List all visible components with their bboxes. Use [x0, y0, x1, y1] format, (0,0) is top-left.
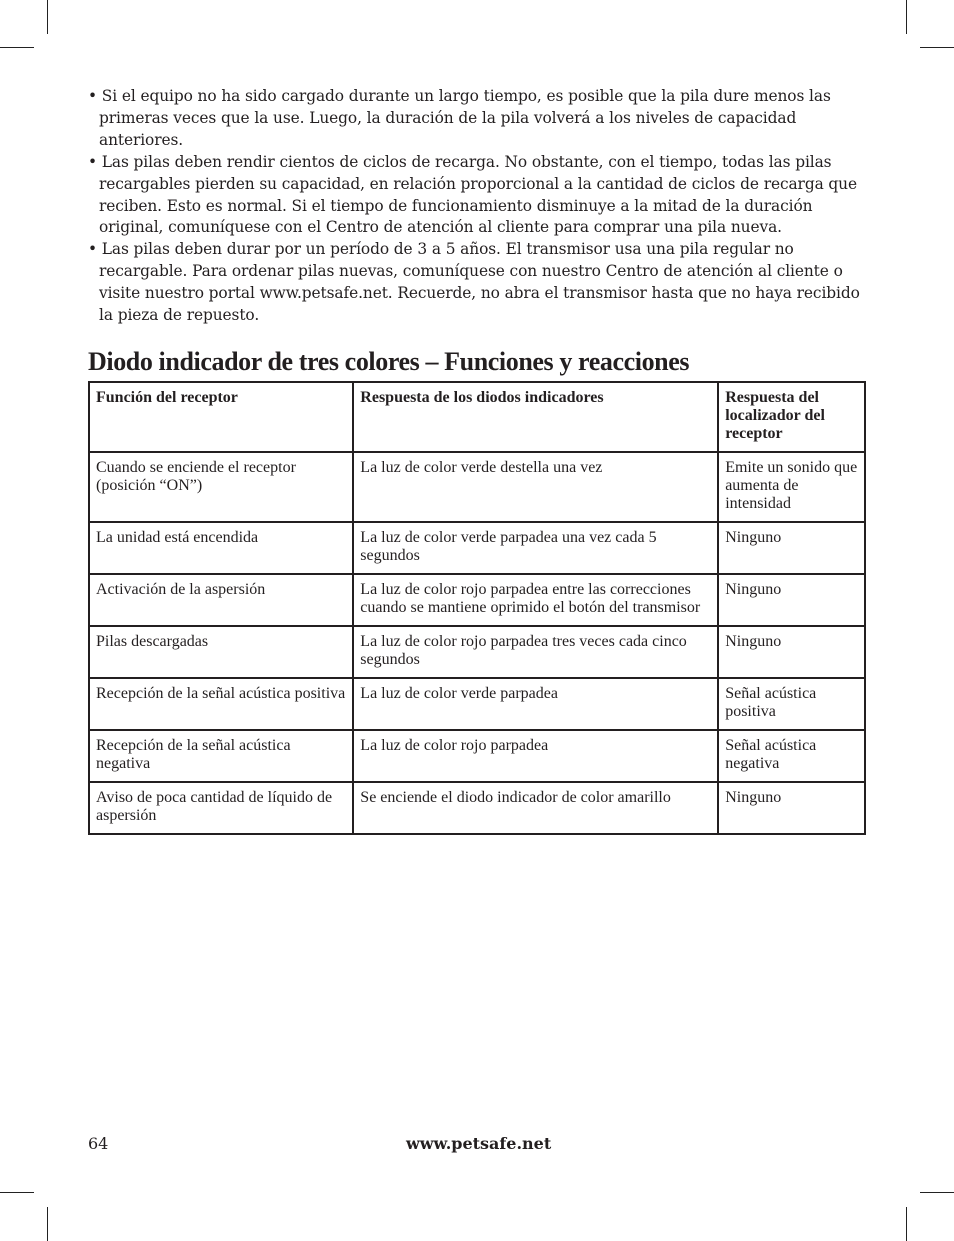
crop-mark [47, 1207, 48, 1241]
crop-mark [906, 0, 907, 34]
table-row [89, 574, 865, 626]
cell-led: Se enciende el diodo indicador de color amarillo [353, 782, 718, 834]
cell-function: Recepción de la señal acústica positiva [89, 678, 353, 730]
cell-function: La unidad está encendida [89, 522, 353, 574]
section-heading: Diodo indicador de tres colores – Funciones y reacciones [88, 346, 690, 376]
cell-function: Aviso de poca cantidad de líquido de aspersión [89, 782, 353, 834]
crop-mark [0, 47, 34, 48]
cell-led: La luz de color verde destella una vez [353, 452, 718, 522]
crop-mark [0, 1192, 34, 1193]
cell-locator: Señal acústica positiva [718, 678, 865, 730]
header-receiver-function: Función del receptor [89, 382, 353, 452]
header-locator-response: Respuesta del localizador del receptor [718, 382, 865, 452]
cell-locator: Ninguno [718, 522, 865, 574]
table-header-row [89, 382, 865, 452]
cell-led: La luz de color rojo parpadea tres veces cada cinco segundos [353, 626, 718, 678]
website-link[interactable]: www.petsafe.net [406, 1134, 552, 1153]
list-item: • Las pilas deben rendir cientos de ciclos de recarga. No obstante, con el tiempo, todas las pilas recargables pierden su capacidad, en relación proporcional a la cantidad de ciclos de recarga que reciben. Esto es normal. Si el tiempo de funcionamiento disminuye a la mitad de la duración original, comuníquese con el Centro de atención al cliente para comprar una pila nueva. [88, 152, 858, 237]
table-row [89, 452, 865, 522]
list-item: • Las pilas deben durar por un período de 3 a 5 años. El transmisor usa una pila regular no recargable. Para ordenar pilas nuevas, comuníquese con nuestro Centro de atención al cliente o visite nuestro portal www.petsafe.net. Recuerde, no abra el transmisor hasta que no haya recibido la pieza de repuesto. [88, 240, 860, 325]
page-content [88, 86, 868, 835]
list-item: • Si el equipo no ha sido cargado durante un largo tiempo, es posible que la pila dure menos las primeras veces que la use. Luego, la duración de la pila volverá a los niveles de capacidad anteriores. [88, 87, 831, 149]
table-row [89, 782, 865, 834]
table-row [89, 522, 865, 574]
led-functions-table [88, 381, 866, 835]
cell-led: La luz de color rojo parpadea [353, 730, 718, 782]
cell-locator: Ninguno [718, 782, 865, 834]
cell-locator: Ninguno [718, 574, 865, 626]
cell-function: Cuando se enciende el receptor (posición “ON”) [89, 452, 353, 522]
cell-locator: Señal acústica negativa [718, 730, 865, 782]
table-row [89, 678, 865, 730]
page-number: 64 [88, 1134, 109, 1153]
header-led-response: Respuesta de los diodos indicadores [353, 382, 718, 452]
cell-led: La luz de color rojo parpadea entre las correcciones cuando se mantiene oprimido el botón del transmisor [353, 574, 718, 626]
cell-function: Activación de la aspersión [89, 574, 353, 626]
cell-function: Pilas descargadas [89, 626, 353, 678]
table-row [89, 730, 865, 782]
crop-mark [47, 0, 48, 34]
crop-mark [906, 1207, 907, 1241]
cell-locator: Ninguno [718, 626, 865, 678]
cell-led: La luz de color verde parpadea [353, 678, 718, 730]
table-row [89, 626, 865, 678]
cell-led: La luz de color verde parpadea una vez cada 5 segundos [353, 522, 718, 574]
cell-locator: Emite un sonido que aumenta de intensidad [718, 452, 865, 522]
cell-function: Recepción de la señal acústica negativa [89, 730, 353, 782]
crop-mark [920, 1192, 954, 1193]
battery-notes-list [88, 86, 868, 327]
crop-mark [920, 47, 954, 48]
